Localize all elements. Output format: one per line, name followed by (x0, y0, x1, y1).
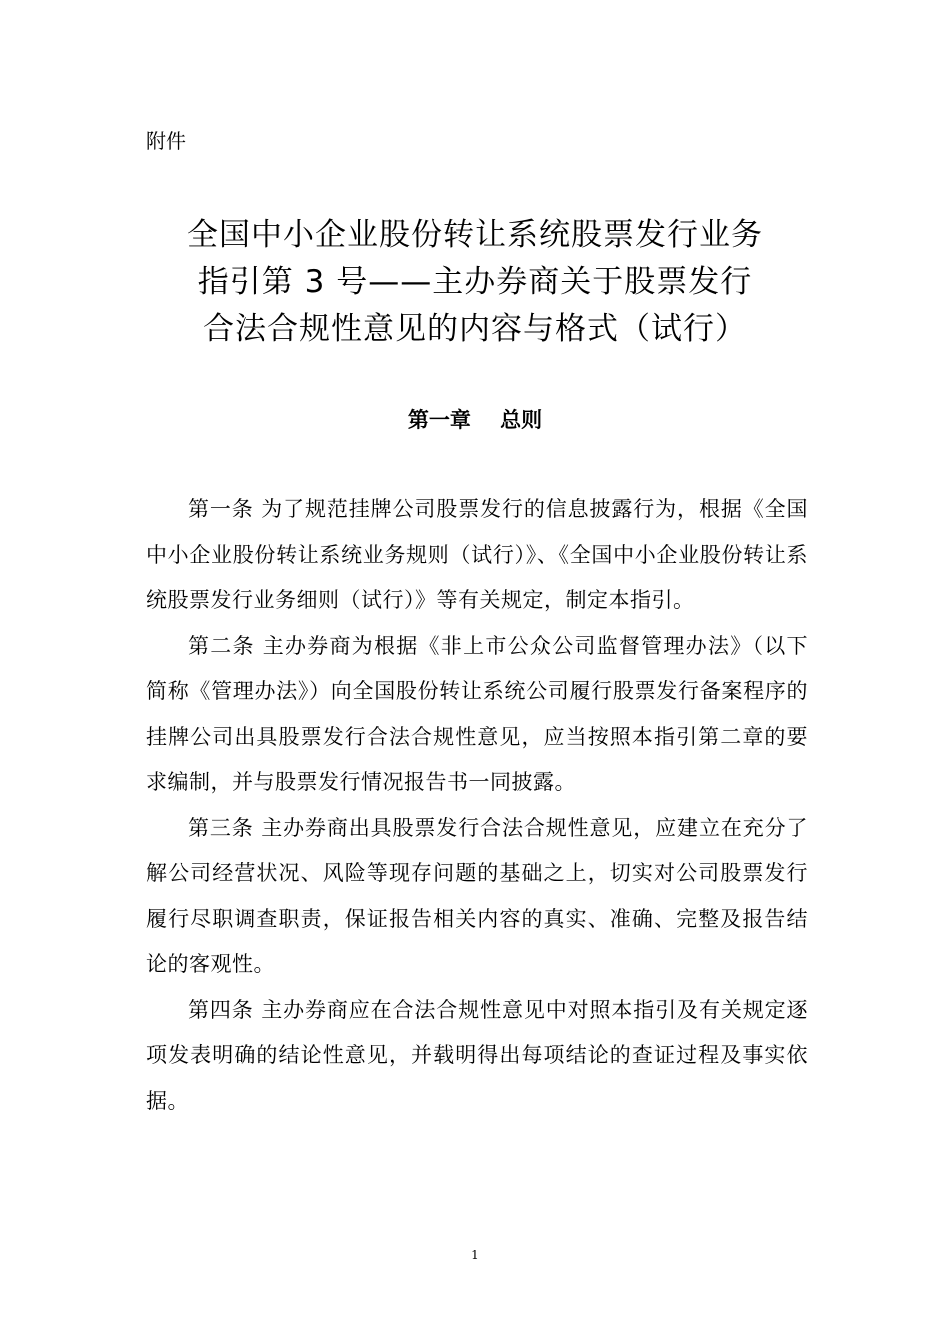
article-4: 第四条 主办券商应在合法合规性意见中对照本指引及有关规定逐项发表明确的结论性意见，并载明得出每项结论的查证过程及事实依据。 (146, 997, 808, 1113)
page-number: 1 (471, 1248, 479, 1262)
document-title (100, 212, 850, 353)
title-line-2: 指引第 3 号——主办券商关于股票发行 (197, 264, 753, 300)
attachment-label: 附件 (146, 129, 186, 153)
article-1: 第一条 为了规范挂牌公司股票发行的信息披露行为，根据《全国中小企业股份转让系统业务规则（试行）》、《全国中小企业股份转让系统股票发行业务细则（试行）》等有关规定，制定本指引。 (146, 497, 808, 612)
document-body (146, 487, 808, 1124)
article-2: 第二条 主办券商为根据《非上市公众公司监督管理办法》（以下简称《管理办法》）向全国股份转让系统公司履行股票发行备案程序的挂牌公司出具股票发行合法合规性意见，应当按照本指引第二章的要求编制，并与股票发行情况报告书一同披露。 (146, 633, 808, 794)
title-line-3: 合法合规性意见的内容与格式（试行） (203, 311, 747, 347)
title-line-1: 全国中小企业股份转让系统股票发行业务 (187, 217, 763, 253)
article-3: 第三条 主办券商出具股票发行合法合规性意见，应建立在充分了解公司经营状况、风险等现存问题的基础之上，切实对公司股票发行履行尽职调查职责，保证报告相关内容的真实、准确、完整及报告结论的客观性。 (146, 815, 808, 976)
chapter-heading: 第一章 总则 (407, 408, 543, 432)
